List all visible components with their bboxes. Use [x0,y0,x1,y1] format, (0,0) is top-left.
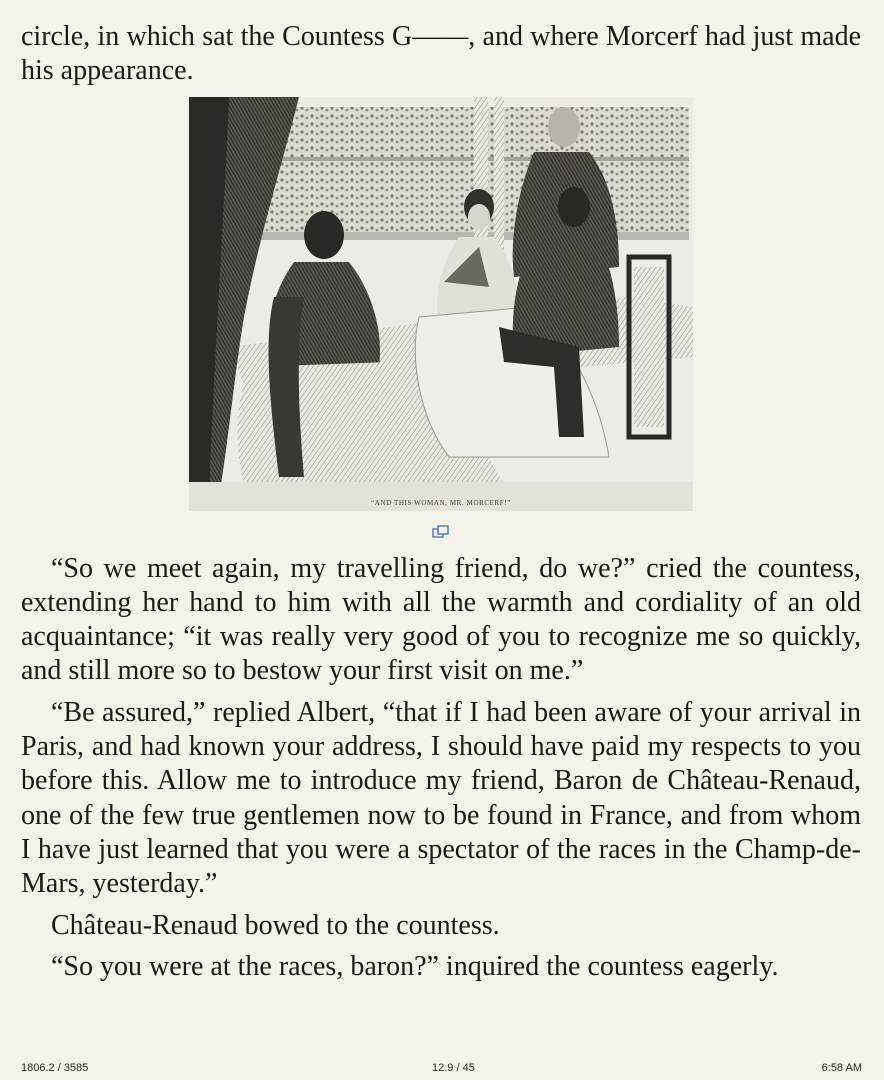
reading-position: 1806.2 / 3585 [21,1062,89,1074]
illustration-caption: “AND THIS WOMAN, MR. MORCERF!” [371,498,511,507]
reader-footer [21,1062,862,1076]
paragraph-albert-reply: “Be assured,” replied Albert, “that if I had been aware of your arrival in Paris, and had known your address, I should have paid my respects to you before this. Allow me to introduce my friend, Baron de Château-Renaud, one of the few true gentlemen now to be found in France, and from whom I have just learned that you were a spectator of the races in the Champ-de-Mars, yesterday.” [21,696,861,900]
engraving-illustration[interactable] [189,97,693,511]
illustration-drawing [189,97,693,511]
clock: 6:58 AM [821,1062,862,1074]
paragraph-countess-greeting: “So we meet again, my travelling friend, do we?” cried the countess, extending her hand to him with all the warmth and cordiality of an old acquaintance; “it was really very good of you to recognize me so quickly, and still more so to bestow your first visit on me.” [21,552,861,687]
reading-page [21,20,861,984]
image-zoom-icon[interactable] [432,525,450,539]
paragraph-countess-question: “So you were at the races, baron?” inquired the countess eagerly. [51,950,779,982]
paragraph-continuation: circle, in which sat the Countess G——, and where Morcerf had just made his appearance. [21,21,861,87]
page-counter: 12.9 / 45 [432,1062,475,1074]
paragraph-chateau-renaud-bow: Château-Renaud bowed to the countess. [51,909,500,941]
